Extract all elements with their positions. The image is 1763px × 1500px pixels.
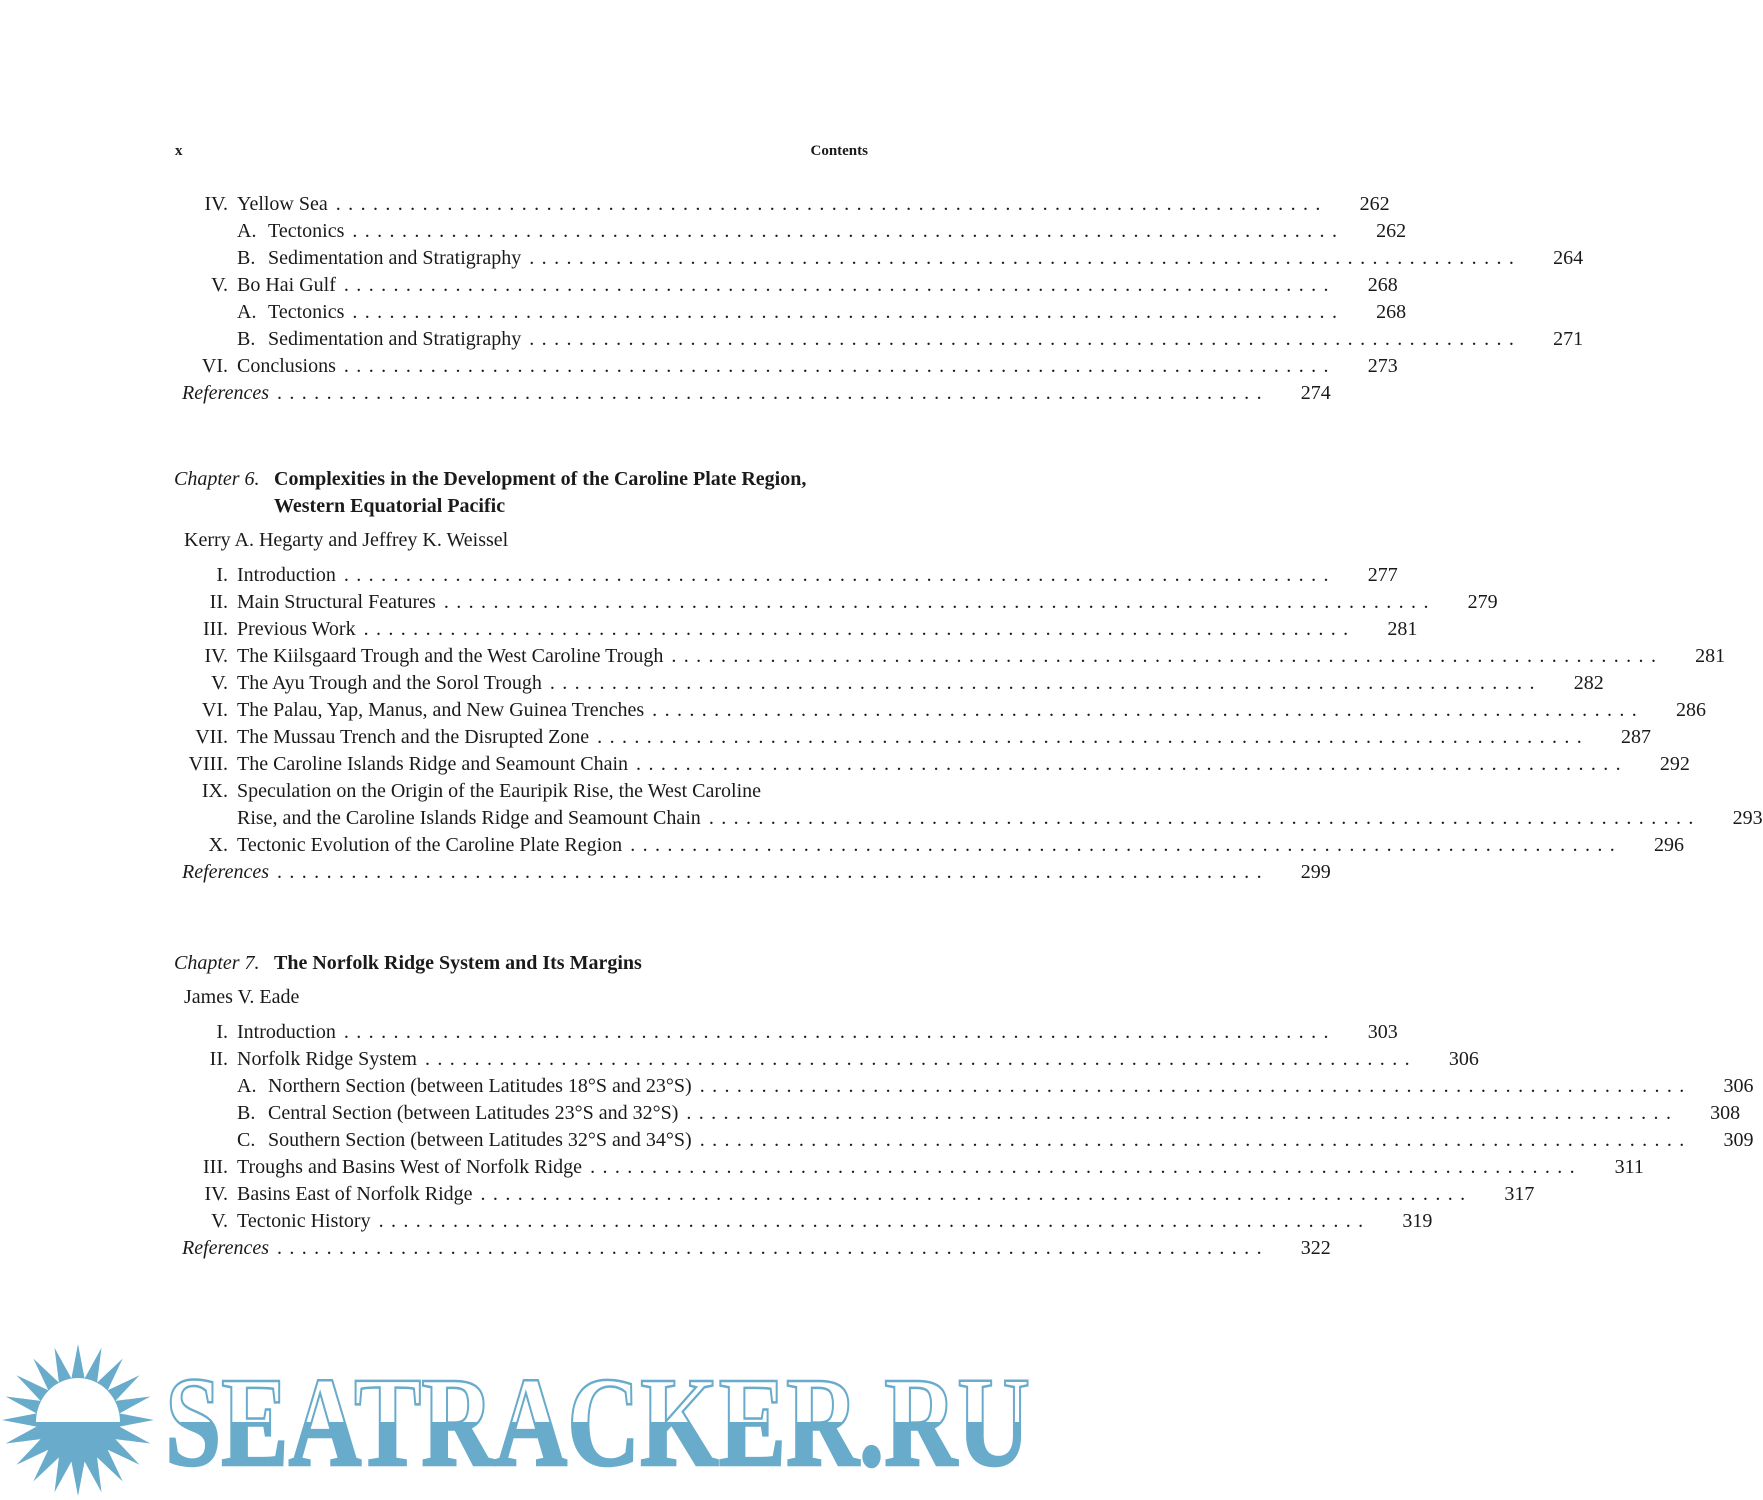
entry-letter: B. [237, 328, 256, 350]
entry-title: Rise, and the Caroline Islands Ridge and Seamount Chain [237, 807, 701, 829]
dot-leader: . . . . . . . . . . . . . . . . . . . . . . . . . . . . . . . . . . . . . . . . . . . . . . . . . . . . . . . . . . . . . . . . . . . . . . . . . . . . . . . . [363, 618, 1350, 640]
entry-page: 264 [1553, 247, 1584, 269]
chapter-title: The Norfolk Ridge System and Its Margins [274, 952, 642, 974]
chapter-title: Complexities in the Development of the Caroline Plate Region, [274, 468, 807, 490]
entry-page: 309 [1723, 1129, 1754, 1151]
toc-entry[interactable] [170, 1127, 1754, 1154]
toc-entry[interactable] [170, 751, 1690, 778]
toc-entry[interactable] [170, 326, 1584, 353]
chapter-title-line-2: Western Equatorial Pacific [274, 495, 506, 517]
references-entry[interactable] [170, 1235, 1331, 1262]
entry-title: Previous Work [237, 618, 356, 640]
entry-page: 317 [1504, 1183, 1535, 1205]
entry-title: Southern Section (between Latitudes 32°S and 34°S) [268, 1129, 692, 1151]
entry-title: Introduction [237, 564, 336, 586]
entry-title: References [182, 1237, 269, 1259]
running-title: Contents [810, 143, 868, 159]
chapter-6-authors: Kerry A. Hegarty and Jeffrey K. Weissel [184, 529, 509, 551]
dot-leader: . . . . . . . . . . . . . . . . . . . . . . . . . . . . . . . . . . . . . . . . . . . . . . . . . . . . . . . . . . . . . . . . . . . . . . . . . . . . . . . . [352, 220, 1339, 242]
entry-page: 274 [1300, 382, 1331, 404]
dot-leader: . . . . . . . . . . . . . . . . . . . . . . . . . . . . . . . . . . . . . . . . . . . . . . . . . . . . . . . . . . . . . . . . . . . . . . . . . . . . . . . . [549, 672, 1536, 694]
toc-entry[interactable] [170, 724, 1651, 751]
entry-page: 306 [1448, 1048, 1479, 1070]
dot-leader: . . . . . . . . . . . . . . . . . . . . . . . . . . . . . . . . . . . . . . . . . . . . . . . . . . . . . . . . . . . . . . . . . . . . . . . . . . . . . . . . [276, 1237, 1263, 1259]
toc-entry[interactable] [170, 562, 1398, 589]
toc-entry[interactable] [170, 272, 1398, 299]
entry-title: Speculation on the Origin of the Eauripik Rise, the West Caroline [237, 780, 762, 802]
entry-numeral: IX. [201, 780, 228, 802]
entry-title: Sedimentation and Stratigraphy [268, 247, 522, 269]
toc-entry[interactable] [170, 353, 1398, 380]
dot-leader: . . . . . . . . . . . . . . . . . . . . . . . . . . . . . . . . . . . . . . . . . . . . . . . . . . . . . . . . . . . . . . . . . . . . . . . . . . . . . . . . [343, 355, 1330, 377]
references-entry[interactable] [170, 380, 1331, 407]
toc-entry[interactable] [170, 643, 1726, 670]
toc-entry[interactable] [170, 1154, 1644, 1181]
toc-entry[interactable] [170, 1019, 1398, 1046]
entry-numeral: I. [216, 1021, 228, 1043]
entry-page: 299 [1300, 861, 1331, 883]
dot-leader: . . . . . . . . . . . . . . . . . . . . . . . . . . . . . . . . . . . . . . . . . . . . . . . . . . . . . . . . . . . . . . . . . . . . . . . . . . . . . . . . [335, 193, 1322, 215]
entry-numeral: X. [208, 834, 228, 856]
entry-numeral: VI. [201, 699, 228, 721]
entry-numeral: II. [209, 591, 228, 613]
dot-leader: . . . . . . . . . . . . . . . . . . . . . . . . . . . . . . . . . . . . . . . . . . . . . . . . . . . . . . . . . . . . . . . . . . . . . . . . . . . . . . . . [686, 1102, 1673, 1124]
entry-title: Northern Section (between Latitudes 18°S and 23°S) [268, 1075, 692, 1097]
dot-leader: . . . . . . . . . . . . . . . . . . . . . . . . . . . . . . . . . . . . . . . . . . . . . . . . . . . . . . . . . . . . . . . . . . . . . . . . . . . . . . . . [699, 1129, 1686, 1151]
toc-entry[interactable] [170, 1046, 1479, 1073]
dot-leader: . . . . . . . . . . . . . . . . . . . . . . . . . . . . . . . . . . . . . . . . . . . . . . . . . . . . . . . . . . . . . . . . . . . . . . . . . . . . . . . . [443, 591, 1430, 613]
dot-leader: . . . . . . . . . . . . . . . . . . . . . . . . . . . . . . . . . . . . . . . . . . . . . . . . . . . . . . . . . . . . . . . . . . . . . . . . . . . . . . . . [343, 274, 1330, 296]
dot-leader: . . . . . . . . . . . . . . . . . . . . . . . . . . . . . . . . . . . . . . . . . . . . . . . . . . . . . . . . . . . . . . . . . . . . . . . . . . . . . . . . [480, 1183, 1467, 1205]
entry-letter: A. [237, 220, 257, 242]
entry-numeral: VIII. [188, 753, 228, 775]
entry-page: 287 [1620, 726, 1651, 748]
entry-numeral: IV. [204, 1183, 228, 1205]
entry-title: Tectonics [268, 220, 345, 242]
toc-entry[interactable] [170, 697, 1706, 724]
entry-title: Sedimentation and Stratigraphy [268, 328, 522, 350]
entry-title: Introduction [237, 1021, 336, 1043]
watermark-logo [0, 1340, 1050, 1500]
entry-page: 319 [1402, 1210, 1433, 1232]
entry-numeral [170, 805, 237, 832]
entry-page: 303 [1367, 1021, 1398, 1043]
dot-leader: . . . . . . . . . . . . . . . . . . . . . . . . . . . . . . . . . . . . . . . . . . . . . . . . . . . . . . . . . . . . . . . . . . . . . . . . . . . . . . . . [699, 1075, 1686, 1097]
entry-title: The Kiilsgaard Trough and the West Caroline Trough [237, 645, 664, 667]
entry-numeral: VI. [201, 355, 228, 377]
entry-title: Norfolk Ridge System [237, 1048, 417, 1070]
entry-page: 311 [1614, 1156, 1644, 1178]
entry-letter: B. [237, 247, 256, 269]
dot-leader: . . . . . . . . . . . . . . . . . . . . . . . . . . . . . . . . . . . . . . . . . . . . . . . . . . . . . . . . . . . . . . . . . . . . . . . . . . . . . . . . [590, 1156, 1576, 1178]
dot-leader: . . . . . . . . . . . . . . . . . . . . . . . . . . . . . . . . . . . . . . . . . . . . . . . . . . . . . . . . . . . . . . . . . . . . . . . . . . . . . . . . [597, 726, 1583, 748]
dot-leader: . . . . . . . . . . . . . . . . . . . . . . . . . . . . . . . . . . . . . . . . . . . . . . . . . . . . . . . . . . . . . . . . . . . . . . . . . . . . . . . . [343, 1021, 1330, 1043]
toc-entry[interactable] [170, 832, 1684, 859]
toc-entry[interactable] [170, 805, 1763, 832]
entry-title: References [182, 861, 269, 883]
entry-page: 281 [1695, 645, 1726, 667]
entry-numeral: IV. [204, 193, 228, 215]
toc-entry[interactable] [170, 670, 1604, 697]
entry-page: 271 [1553, 328, 1584, 350]
dot-leader: . . . . . . . . . . . . . . . . . . . . . . . . . . . . . . . . . . . . . . . . . . . . . . . . . . . . . . . . . . . . . . . . . . . . . . . . . . . . . . . . [378, 1210, 1365, 1232]
chapter-label: Chapter 7. [174, 952, 260, 974]
chapter-7-heading [174, 950, 642, 977]
entry-numeral: V. [211, 1210, 228, 1232]
entry-title: Tectonic History [237, 1210, 371, 1232]
entry-page: 273 [1367, 355, 1398, 377]
dot-leader: . . . . . . . . . . . . . . . . . . . . . . . . . . . . . . . . . . . . . . . . . . . . . . . . . . . . . . . . . . . . . . . . . . . . . . . . . . . . . . . . [352, 301, 1339, 323]
entry-title: Tectonic Evolution of the Caroline Plate Region [237, 834, 623, 856]
toc-entry[interactable] [170, 616, 1418, 643]
dot-leader: . . . . . . . . . . . . . . . . . . . . . . . . . . . . . . . . . . . . . . . . . . . . . . . . . . . . . . . . . . . . . . . . . . . . . . . . . . . . . . . . [276, 382, 1263, 404]
toc-entry[interactable] [170, 1181, 1535, 1208]
watermark-text: SEATRACKER.RU [165, 1351, 1030, 1493]
entry-page: 279 [1467, 591, 1498, 613]
entry-page: 268 [1367, 274, 1398, 296]
entry-title: The Palau, Yap, Manus, and New Guinea Trenches [237, 699, 645, 721]
dot-leader: . . . . . . . . . . . . . . . . . . . . . . . . . . . . . . . . . . . . . . . . . . . . . . . . . . . . . . . . . . . . . . . . . . . . . . . . . . . . . . . . [652, 699, 1638, 721]
entry-numeral: V. [211, 274, 228, 296]
entry-letter: A. [237, 301, 257, 323]
entry-page: 322 [1300, 1237, 1331, 1259]
entry-page: 282 [1573, 672, 1604, 694]
toc-entry[interactable] [170, 1100, 1741, 1127]
references-entry[interactable] [170, 859, 1331, 886]
toc-block-chapter-7 [170, 1019, 1754, 1262]
entry-numeral: II. [209, 1048, 228, 1070]
entry-page: 286 [1675, 699, 1706, 721]
entry-letter: C. [237, 1129, 256, 1151]
toc-entry[interactable] [170, 218, 1407, 245]
entry-page: 262 [1376, 220, 1407, 242]
entry-numeral: V. [211, 672, 228, 694]
dot-leader: . . . . . . . . . . . . . . . . . . . . . . . . . . . . . . . . . . . . . . . . . . . . . . . . . . . . . . . . . . . . . . . . . . . . . . . . . . . . . . . . [630, 834, 1616, 856]
entry-numeral: III. [203, 618, 228, 640]
entry-title: Main Structural Features [237, 591, 436, 613]
dot-leader: . . . . . . . . . . . . . . . . . . . . . . . . . . . . . . . . . . . . . . . . . . . . . . . . . . . . . . . . . . . . . . . . . . . . . . . . . . . . . . . . [529, 328, 1516, 350]
entry-title: References [182, 382, 269, 404]
entry-page: 306 [1723, 1075, 1754, 1097]
entry-title: Central Section (between Latitudes 23°S and 32°S) [268, 1102, 679, 1124]
toc-block-chapter-5-end [170, 191, 1584, 407]
entry-title: Yellow Sea [237, 193, 328, 215]
dot-leader: . . . . . . . . . . . . . . . . . . . . . . . . . . . . . . . . . . . . . . . . . . . . . . . . . . . . . . . . . . . . . . . . . . . . . . . . . . . . . . . . [529, 247, 1516, 269]
dot-leader: . . . . . . . . . . . . . . . . . . . . . . . . . . . . . . . . . . . . . . . . . . . . . . . . . . . . . . . . . . . . . . . . . . . . . . . . . . . . . . . . [671, 645, 1658, 667]
entry-page: 296 [1654, 834, 1684, 856]
entry-page: 308 [1710, 1102, 1741, 1124]
dot-leader: . . . . . . . . . . . . . . . . . . . . . . . . . . . . . . . . . . . . . . . . . . . . . . . . . . . . . . . . . . . . . . . . . . . . . . . . . . . . . . . . [276, 861, 1263, 883]
entry-numeral: IV. [204, 645, 228, 667]
chapter-7-authors: James V. Eade [184, 986, 300, 1008]
entry-letter: A. [237, 1075, 257, 1097]
toc-block-chapter-6 [170, 562, 1763, 886]
toc-entry[interactable] [170, 1208, 1433, 1235]
entry-page: 262 [1359, 193, 1390, 215]
entry-numeral: VII. [195, 726, 228, 748]
toc-entry[interactable] [170, 589, 1498, 616]
toc-entry[interactable] [170, 299, 1407, 326]
toc-entry[interactable] [170, 191, 1390, 218]
dot-leader: . . . . . . . . . . . . . . . . . . . . . . . . . . . . . . . . . . . . . . . . . . . . . . . . . . . . . . . . . . . . . . . . . . . . . . . . . . . . . . . . [425, 1048, 1411, 1070]
entry-page: 292 [1659, 753, 1690, 775]
entry-title: Troughs and Basins West of Norfolk Ridge [237, 1156, 583, 1178]
chapter-6-heading [174, 466, 806, 520]
entry-title: The Ayu Trough and the Sorol Trough [237, 672, 542, 694]
entry-page: 277 [1367, 564, 1398, 586]
toc-entry[interactable] [170, 245, 1584, 272]
entry-title: Tectonics [268, 301, 345, 323]
dot-leader: . . . . . . . . . . . . . . . . . . . . . . . . . . . . . . . . . . . . . . . . . . . . . . . . . . . . . . . . . . . . . . . . . . . . . . . . . . . . . . . . [708, 807, 1695, 829]
entry-letter: B. [237, 1102, 256, 1124]
entry-page: 281 [1387, 618, 1418, 640]
entry-numeral: I. [216, 564, 228, 586]
entry-title: The Mussau Trench and the Disrupted Zone [237, 726, 590, 748]
chapter-label: Chapter 6. [174, 468, 260, 490]
entry-page: 293 [1732, 807, 1763, 829]
entry-title: The Caroline Islands Ridge and Seamount Chain [237, 753, 629, 775]
dot-leader: . . . . . . . . . . . . . . . . . . . . . . . . . . . . . . . . . . . . . . . . . . . . . . . . . . . . . . . . . . . . . . . . . . . . . . . . . . . . . . . . [343, 564, 1330, 586]
dot-leader: . . . . . . . . . . . . . . . . . . . . . . . . . . . . . . . . . . . . . . . . . . . . . . . . . . . . . . . . . . . . . . . . . . . . . . . . . . . . . . . . [636, 753, 1622, 775]
entry-title: Conclusions [237, 355, 336, 377]
toc-entry[interactable] [170, 778, 868, 805]
entry-page: 268 [1376, 301, 1407, 323]
entry-numeral: III. [203, 1156, 228, 1178]
sun-icon [2, 1344, 154, 1496]
entry-title: Bo Hai Gulf [237, 274, 336, 296]
entry-title: Basins East of Norfolk Ridge [237, 1183, 473, 1205]
toc-entry[interactable] [170, 1073, 1754, 1100]
page-folio: x [175, 143, 183, 159]
